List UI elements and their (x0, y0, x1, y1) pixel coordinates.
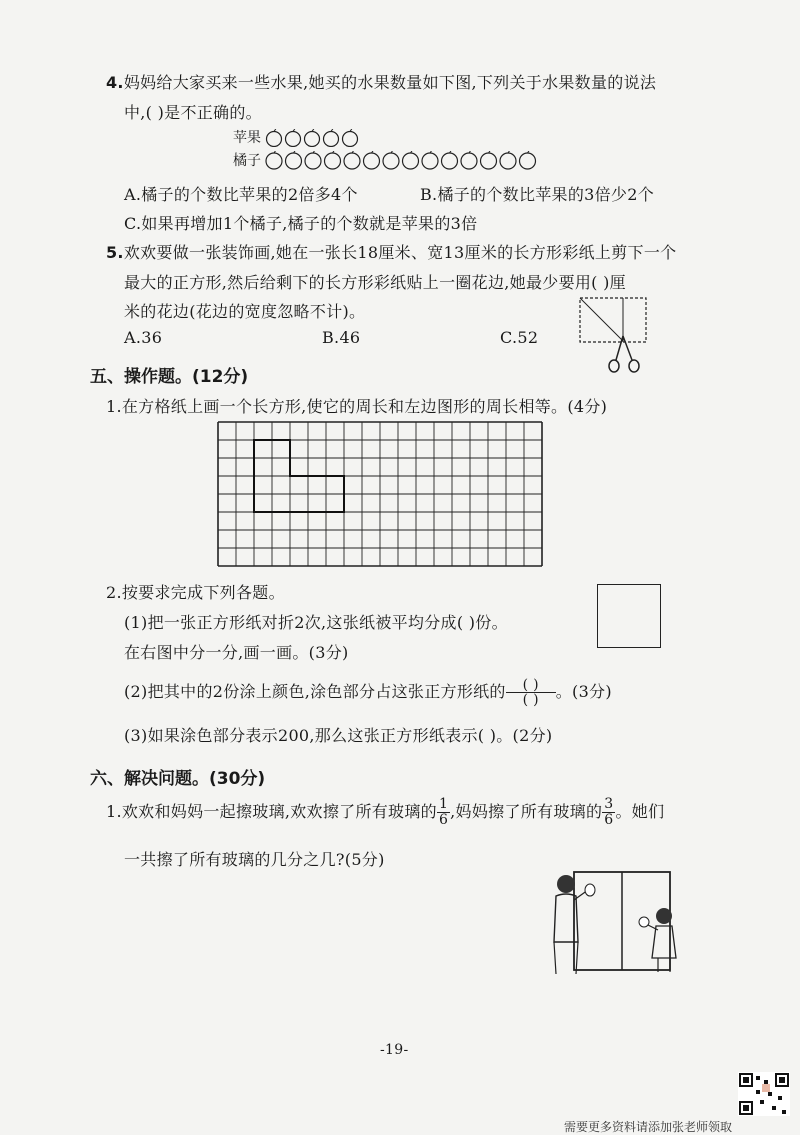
q5-number: 5. (106, 243, 124, 262)
q4-number: 4. (106, 73, 124, 92)
orange-icon (481, 151, 497, 169)
q4-line2: 中,( )是不正确的。 (124, 103, 262, 122)
paper-scissors-illustration (576, 296, 652, 378)
sec5-q2-3: (3)如果涂色部分表示200,那么这张正方形纸表示( )。(2分) (124, 726, 553, 745)
fraction-blank-bottom: ( ) (522, 692, 539, 708)
grid-paper[interactable] (217, 421, 547, 569)
q5-line2: 最大的正方形,然后给剩下的长方形彩纸贴上一圈花边,她最少要用( )厘 (124, 273, 626, 292)
paper-rectangle (580, 298, 646, 342)
orange-icon (325, 151, 341, 169)
orange-icon (461, 151, 477, 169)
apple-icon (343, 129, 358, 147)
q4-line1 (106, 70, 656, 93)
q4-option-b: B.橘子的个数比苹果的3倍少2个 (420, 185, 655, 204)
sec6-q1-text-b: ,妈妈擦了所有玻璃的 (450, 802, 603, 821)
orange-icon (344, 151, 360, 169)
apple-icons (265, 129, 375, 147)
sec6-q1-text-c: 。她们 (615, 802, 665, 821)
sec5-q1: 1.在方格纸上画一个长方形,使它的周长和左边图形的周长相等。(4分) (106, 397, 608, 416)
orange-icon (286, 151, 302, 169)
section-6-title: 六、解决问题。(30分) (90, 769, 266, 789)
fraction-three-sixths (602, 797, 615, 828)
fold-diagonal (580, 298, 623, 341)
orange-icon (422, 151, 438, 169)
section-5-title: 五、操作题。(12分) (90, 367, 249, 387)
fraction-blank-top: ( ) (506, 678, 556, 693)
sec5-q2-2-text: (2)把其中的2份涂上颜色,涂色部分占这张正方形纸的 (124, 682, 506, 701)
frac1-numerator: 1 (438, 796, 449, 812)
apple-icon (267, 129, 282, 147)
apple-icon (324, 129, 339, 147)
q4-text-line1: 妈妈给大家买来一些水果,她买的水果数量如下图,下列关于水果数量的说法 (123, 73, 657, 92)
orange-icon (383, 151, 399, 169)
orange-icon (266, 151, 282, 169)
frac1-denominator: 6 (438, 812, 449, 828)
sec6-q1-line2: 一共擦了所有玻璃的几分之几?(5分) (124, 850, 385, 869)
q5-line3: 米的花边(花边的宽度忽略不计)。 (124, 302, 366, 321)
sec6-q1-line1 (106, 797, 664, 828)
sec5-q2-2-score: 。(3分) (555, 682, 612, 701)
apple-icon (286, 129, 301, 147)
orange-icon (403, 151, 419, 169)
q5-option-b: B.46 (322, 328, 361, 347)
scissors-icon (609, 336, 639, 372)
footer-note: 需要更多资料请添加张老师领取 (564, 1120, 733, 1134)
orange-label: 橘子 (233, 153, 261, 169)
orange-icon (500, 151, 516, 169)
orange-icon (305, 151, 321, 169)
q4-option-c: C.如果再增加1个橘子,橘子的个数就是苹果的3倍 (124, 214, 478, 233)
frac2-denominator: 6 (604, 812, 614, 828)
fraction-one-sixth (437, 797, 450, 828)
sec5-q2-1-line2: 在右图中分一分,画一画。(3分) (124, 643, 349, 662)
frac2-numerator: 3 (604, 796, 614, 812)
qr-code-icon (738, 1072, 790, 1116)
orange-icon (364, 151, 380, 169)
q5-line1 (106, 240, 676, 263)
q5-option-c: C.52 (500, 328, 539, 347)
q5-option-a: A.36 (124, 328, 163, 347)
window-cleaning-illustration (544, 866, 684, 978)
sec6-q1-text-a: 1.欢欢和妈妈一起擦玻璃,欢欢擦了所有玻璃的 (106, 802, 437, 821)
apple-label: 苹果 (233, 130, 261, 146)
apple-icon (305, 129, 320, 147)
orange-icon (442, 151, 458, 169)
orange-row (233, 150, 565, 171)
sec5-q2-title: 2.按要求完成下列各题。 (106, 583, 285, 602)
sec5-q2-1-line1: (1)把一张正方形纸对折2次,这张纸被平均分成( )份。 (124, 613, 508, 632)
answer-fraction-blank[interactable] (506, 678, 556, 707)
orange-icon (520, 151, 536, 169)
square-paper-drawing-area[interactable] (597, 584, 661, 648)
orange-icons (265, 151, 565, 171)
page-number: -19- (380, 1042, 409, 1058)
q5-text-line1: 欢欢要做一张装饰画,她在一张长18厘米、宽13厘米的长方形彩纸上剪下一个 (123, 243, 677, 262)
q4-option-a: A.橘子的个数比苹果的2倍多4个 (124, 185, 358, 204)
sec5-q2-2 (124, 678, 612, 707)
apple-row (233, 127, 375, 147)
